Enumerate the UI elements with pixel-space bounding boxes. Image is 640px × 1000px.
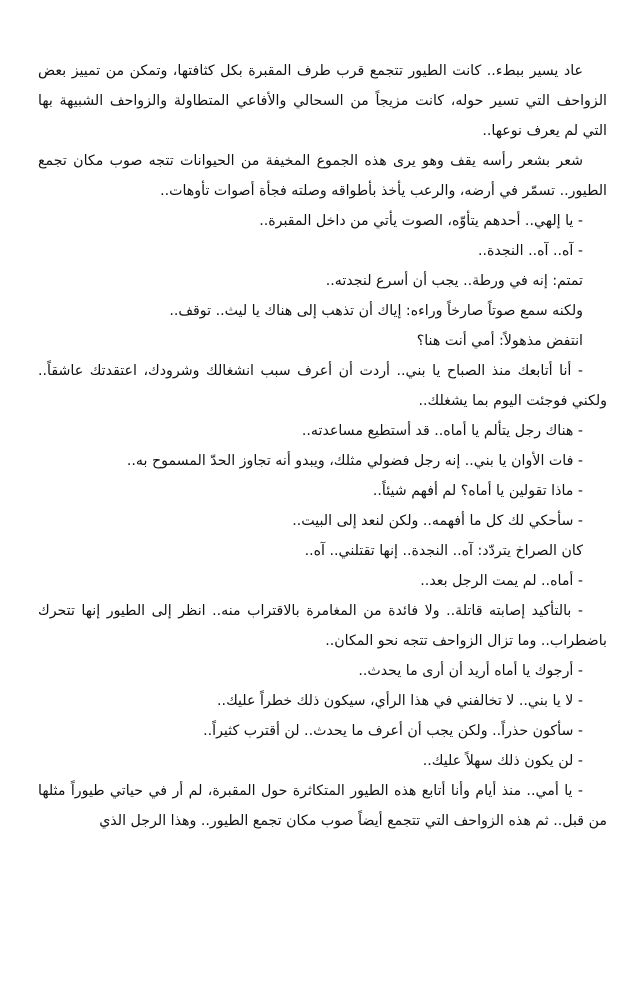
- dialogue-line: - سأحكي لك كل ما أفهمه.. ولكن لنعد إلى البيت..: [292, 513, 583, 529]
- narration-paragraph: ولكنه سمع صوتاً صارخاً وراءه: إياك أن تذهب إلى هناك يا ليث.. توقف..: [169, 303, 583, 319]
- narration-paragraph: تمتم: إنه في ورطة.. يجب أن أسرع لنجدته..: [325, 273, 583, 289]
- dialogue-line: - أرجوك يا أماه أريد أن أرى ما يحدث..: [358, 663, 583, 679]
- narration-paragraph: عاد يسير ببطء.. كانت الطيور تتجمع قرب طرف المقبرة بكل كثافتها، وتمكن من تمييز بعض الزواحف التي تسير حوله، كانت مزيجاً من السحالي والأفاعي المتطاولة والزواحف الشبيهة بها التي لم يعرف نوعها..: [38, 63, 607, 139]
- dialogue-line: - يا إلهي.. أحدهم يتأوّه، الصوت يأتي من داخل المقبرة..: [259, 213, 583, 229]
- dialogue-line: - ماذا تقولين يا أماه؟ لم أفهم شيئاً..: [372, 483, 583, 499]
- dialogue-line: - سأكون حذراً.. ولكن يجب أن أعرف ما يحدث.. لن أقترب كثيراً..: [203, 723, 583, 739]
- narration-paragraph: كان الصراخ يتردّد: آه.. النجدة.. إنها تقتلني.. آه..: [304, 543, 583, 559]
- narration-paragraph: انتفض مذهولاً: أمي أنت هنا؟: [416, 333, 583, 349]
- dialogue-line: - يا أمي.. منذ أيام وأنا أتابع هذه الطيور المتكاثرة حول المقبرة، لم أر في حياتي طيوراً مثلها من قبل.. ثم هذه الزواحف التي تتجمع أيضاً صوب مكان تجمع الطيور.. وهذا الرجل الذي: [38, 783, 607, 829]
- dialogue-line: - لن يكون ذلك سهلاً عليك..: [422, 753, 583, 769]
- dialogue-line: - فات الأوان يا بني.. إنه رجل فضولي مثلك، ويبدو أنه تجاوز الحدّ المسموح به..: [126, 453, 583, 469]
- dialogue-line: - لا يا بني.. لا تخالفني في هذا الرأي، سيكون ذلك خطراً عليك..: [217, 693, 583, 709]
- dialogue-line: - آه.. آه.. النجدة..: [477, 243, 583, 259]
- narration-paragraph: شعر بشعر رأسه يقف وهو يرى هذه الجموع المخيفة من الحيوانات تتجه صوب مكان تجمع الطيور.. تسمّر في أرضه، والرعب يأخذ بأطواقه وصلته فجأة أصوات تأوهات..: [38, 153, 607, 199]
- dialogue-line: - بالتأكيد إصابته قاتلة.. ولا فائدة من المغامرة بالاقتراب منه.. انظر إلى الطيور إنها تتحرك باضطراب.. وما تزال الزواحف تتجه نحو المكان..: [38, 603, 607, 649]
- story-text: [38, 56, 607, 836]
- dialogue-line: - هناك رجل يتألم يا أماه.. قد أستطيع مساعدته..: [301, 423, 583, 439]
- dialogue-line: - أنا أتابعك منذ الصباح يا بني.. أردت أن أعرف سبب انشغالك وشرودك، اعتقدتك عاشقاً.. ولكني فوجئت اليوم بما يشغلك..: [38, 363, 607, 409]
- dialogue-line: - أماه.. لم يمت الرجل بعد..: [420, 573, 583, 589]
